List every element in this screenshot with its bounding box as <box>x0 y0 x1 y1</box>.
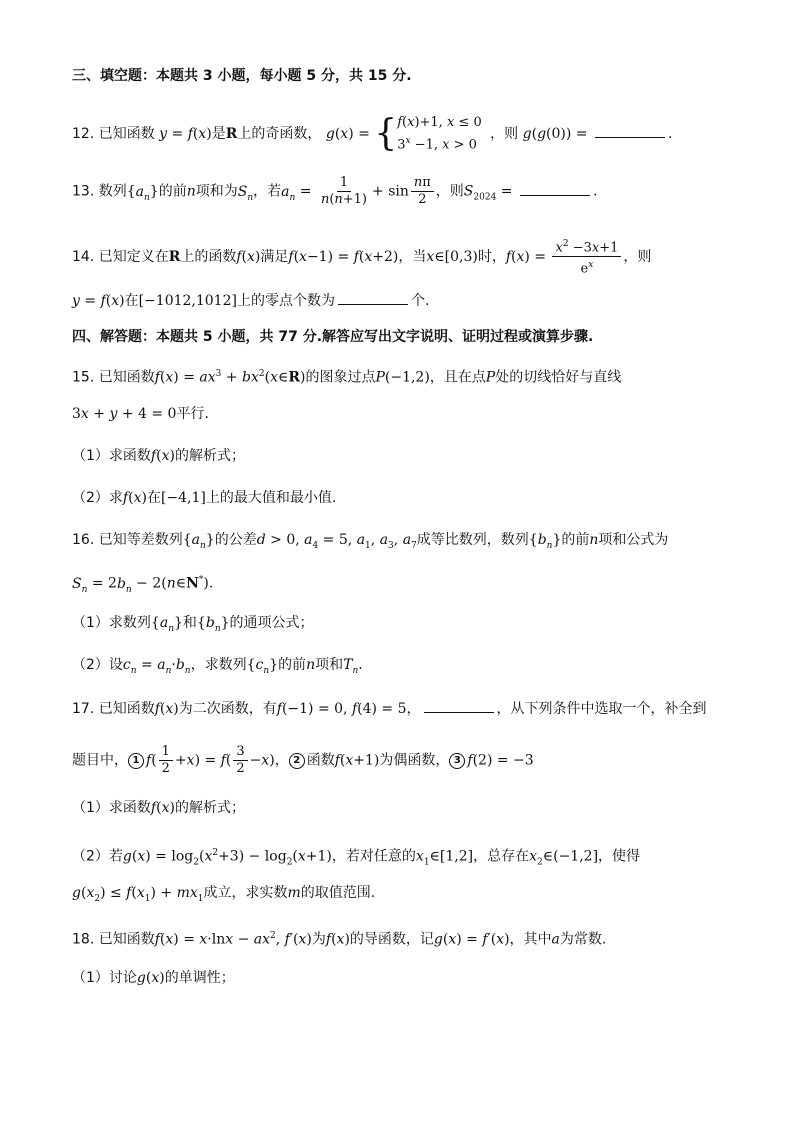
question-16: 16. 已知等差数列$\{a_n\}$的公差d > 0, $a_4 = 5$, $a_1$, $a_3$, $a_7$成等比数列，数列$\{b_n\}$的前n项和公式为 <box>72 532 669 551</box>
section-4-heading: 四、解答题：本题共 5 小题，共 77 分.解答应写出文字说明、证明过程或演算步骤. <box>72 329 594 345</box>
question-17-part-2: （2）若$g(x) = \log_2(x^2+3) - \log_2(x+1)$，若对任意的$x_1\in[1,2]$，总存在$x_2\in(-1,2]$，使得 <box>72 848 641 868</box>
question-15-line-2: 3x + y + 4 = 0平行. <box>72 406 209 422</box>
question-14-line-2: y = f(x)在[−1012,1012]上的零点个数为 个. <box>72 290 429 311</box>
condition-3-marker: 3 <box>449 753 465 769</box>
question-13: 13. 数列$\{a_n\}$的前n项和为$S_n$，若$a_n$ = $\frac{1}{n(n+1)}$ + sin $\frac{n\pi}{2}$ ，则$S_{2024}$ = . <box>72 175 598 207</box>
question-17-line-5: $g(x_2) \le f(x_1) + mx_1$成立，求实数m的取值范围. <box>72 885 376 904</box>
question-12: 12. 已知函数 y = f(x)是R上的奇函数， g(x) = { f(x)+1, x ≤ 0 $3^x -1$, x > 0 ，则 g(g(0)) = . <box>72 113 673 155</box>
question-15-part-2: （2）求f(x)在[−4,1]上的最大值和最小值. <box>72 490 337 506</box>
condition-1-marker: 1 <box>128 753 144 769</box>
question-15: 15. 已知函数$f(x) = ax^3$ + $bx^2(x\in R)$的图象过点P(−1,2)，且在点P处的切线恰好与直线 <box>72 369 622 386</box>
question-16-line-2: $S_n = 2b_n$ − 2(n∈N*). <box>72 575 214 595</box>
question-14: 14. 已知定义在R上的函数f(x)满足f(x−1) = f(x+2)，当x∈[0,3)时，f(x) = $\frac{x^2 -3x+1}{e^x}$ ，则 <box>72 236 651 278</box>
answer-blank-12[interactable] <box>595 123 665 138</box>
question-15-part-1: （1）求函数f(x)的解析式； <box>72 448 245 464</box>
question-17-line-2: 题目中， 1 f( $\frac{1}{2}$ +x) = f( $\frac{3}{2}$ −x)， 2 函数f(x+1)为偶函数， 3 f(2) = −3 <box>72 744 534 776</box>
question-18: 18. 已知函数$f(x) = x\cdot\ln x - ax^2$, f′(x)为f(x)的导函数，记g(x) = f′(x)，其中a为常数. <box>72 931 607 948</box>
question-17-part-1: （1）求函数f(x)的解析式； <box>72 800 245 816</box>
question-16-part-1: （1）求数列$\{a_n\}$和$\{b_n\}$的通项公式； <box>72 615 314 634</box>
condition-2-marker: 2 <box>289 753 305 769</box>
question-17: 17. 已知函数f(x)为二次函数，有f(−1) = 0, f(4) = 5， ，从下列条件中选取一个，补全到 <box>72 698 707 719</box>
condition-blank-17[interactable] <box>424 698 494 713</box>
answer-blank-13[interactable] <box>520 181 590 196</box>
question-18-part-1: （1）讨论g(x)的单调性； <box>72 970 235 986</box>
section-3-heading: 三、填空题：本题共 3 小题，每小题 5 分，共 15 分. <box>72 68 412 84</box>
answer-blank-14[interactable] <box>338 290 408 305</box>
question-16-part-2: （2）设$c_n = a_n\cdot b_n$，求数列$\{c_n\}$的前n项和$T_n$. <box>72 657 363 676</box>
